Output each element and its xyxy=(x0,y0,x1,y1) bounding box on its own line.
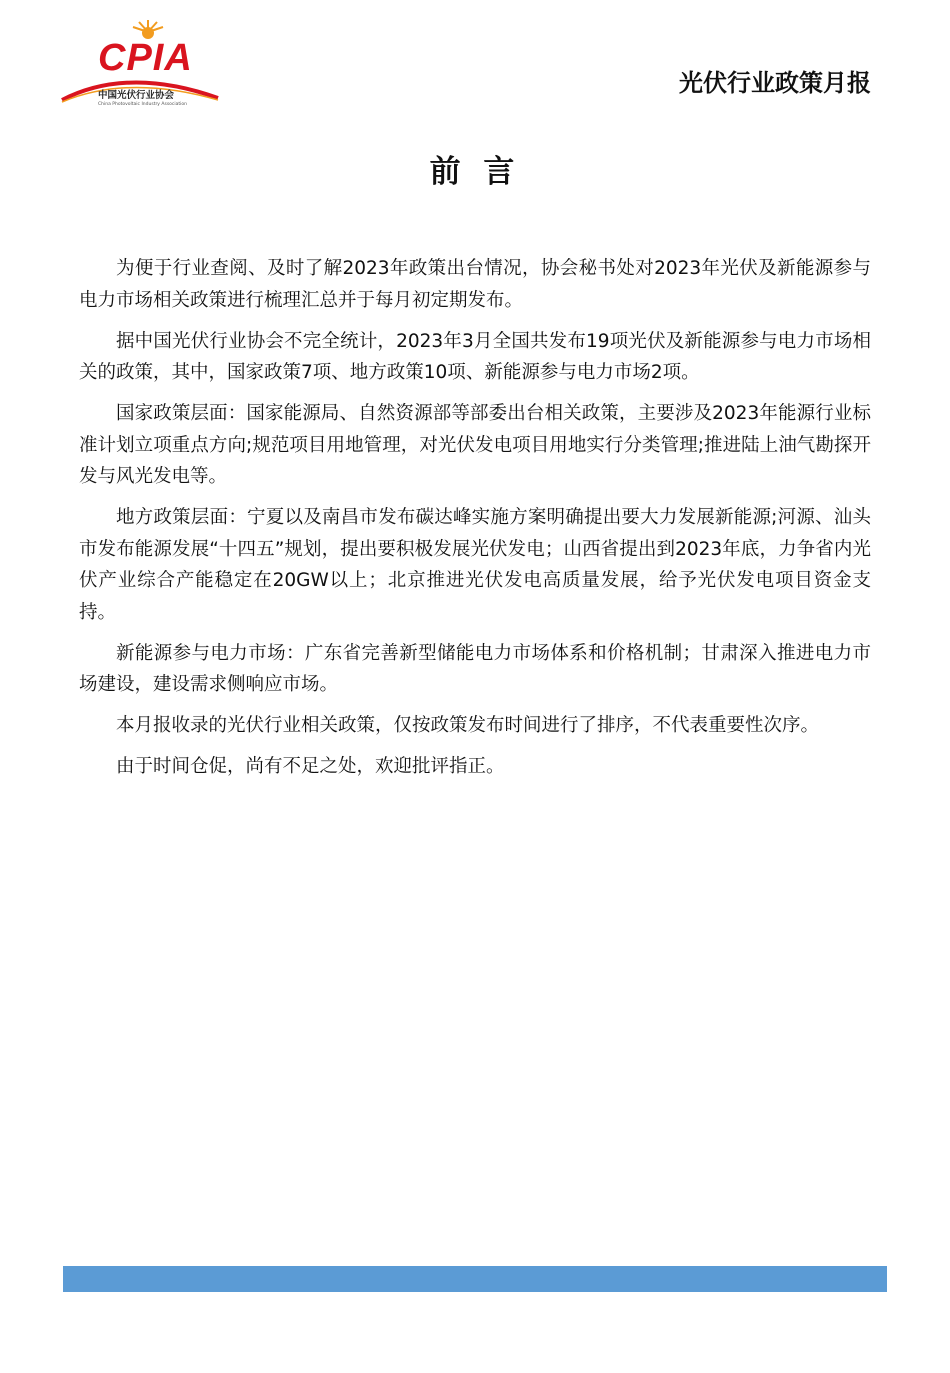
paragraph: 新能源参与电力市场：广东省完善新型储能电力市场体系和价格机制；甘肃深入推进电力市场建设，建设需求侧响应市场。 xyxy=(79,642,871,695)
logo-abbreviation: CPIA xyxy=(98,37,193,79)
page-heading: 前 言 xyxy=(429,154,521,190)
footer-bar xyxy=(63,1266,887,1292)
paragraph: 据中国光伏行业协会不完全统计，2023年3月全国共发布19项光伏及新能源参与电力市场相关的政策，其中，国家政策7项、地方政策10项、新能源参与电力市场2项。 xyxy=(79,330,871,383)
paragraph: 由于时间仓促，尚有不足之处，欢迎批评指正。 xyxy=(116,756,505,777)
report-title: 光伏行业政策月报 xyxy=(679,69,871,97)
preface-body xyxy=(79,253,871,792)
cpia-logo xyxy=(58,18,228,114)
paragraph: 本月报收录的光伏行业相关政策，仅按政策发布时间进行了排序，不代表重要性次序。 xyxy=(116,715,820,736)
logo-name-en: China Photovoltaic Industry Association xyxy=(98,102,188,107)
logo-name-cn: 中国光伏行业协会 xyxy=(98,90,175,101)
paragraph: 为便于行业查阅、及时了解2023年政策出台情况，协会秘书处对2023年光伏及新能源参与电力市场相关政策进行梳理汇总并于每月初定期发布。 xyxy=(79,258,871,311)
paragraph: 地方政策层面：宁夏以及南昌市发布碳达峰实施方案明确提出要大力发展新能源;河源、汕头市发布能源发展“十四五”规划，提出要积极发展光伏发电；山西省提出到2023年底，力争省内光伏产业综合产能稳定在20GW以上；北京推进光伏发电高质量发展，给予光伏发电项目资金支持。 xyxy=(79,507,871,623)
paragraph: 国家政策层面：国家能源局、自然资源部等部委出台相关政策，主要涉及2023年能源行业标准计划立项重点方向;规范项目用地管理，对光伏发电项目用地实行分类管理;推进陆上油气勘探开发与风光发电等。 xyxy=(79,403,871,487)
